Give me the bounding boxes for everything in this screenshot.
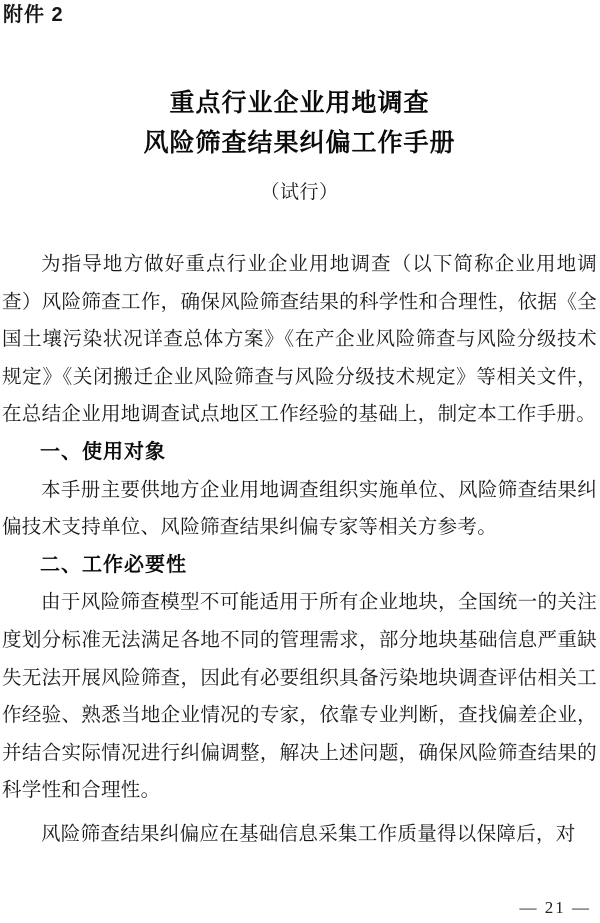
section-heading-2: 二、工作必要性	[40, 553, 187, 576]
title-line-1: 重点行业企业用地调查	[169, 89, 430, 117]
document-title	[2, 83, 597, 163]
section-1-paragraph-1: 本手册主要供地方企业用地调查组织实施单位、风险筛查结果纠偏技术支持单位、风险筛查结果纠偏专家等相关方参考。	[2, 479, 597, 539]
intro-paragraph: 为指导地方做好重点行业企业用地调查（以下简称企业用地调查）风险筛查工作，确保风险筛查结果的科学性和合理性，依据《全国土壤污染状况详查总体方案》《在产企业风险筛查与风险分级技术规定》《关闭搬迁企业风险筛查与风险分级技术规定》等相关文件，在总结企业用地调查试点地区工作经验的基础上，制定本工作手册。	[2, 254, 597, 426]
section-2-paragraph-1: 由于风险筛查模型不可能适用于所有企业地块，全国统一的关注度划分标准无法满足各地不同的管理需求，部分地块基础信息严重缺失无法开展风险筛查，因此有必要组织具备污染地块调查评估相关工作经验、熟悉当地企业情况的专家，依靠专业判断，查找偏差企业，并结合实际情况进行纠偏调整，解决上述问题，确保风险筛查结果的科学性和合理性。	[2, 592, 597, 802]
document-subtitle: （试行）	[260, 182, 339, 203]
page-number: — 21 —	[519, 898, 591, 917]
section-2-paragraph-2: 风险筛查结果纠偏应在基础信息采集工作质量得以保障后，对	[41, 823, 576, 845]
attachment-label: 附件 2	[3, 4, 64, 26]
title-line-2: 风险筛查结果纠偏工作手册	[143, 129, 456, 157]
document-body	[2, 246, 597, 854]
section-heading-1: 一、使用对象	[40, 440, 166, 463]
